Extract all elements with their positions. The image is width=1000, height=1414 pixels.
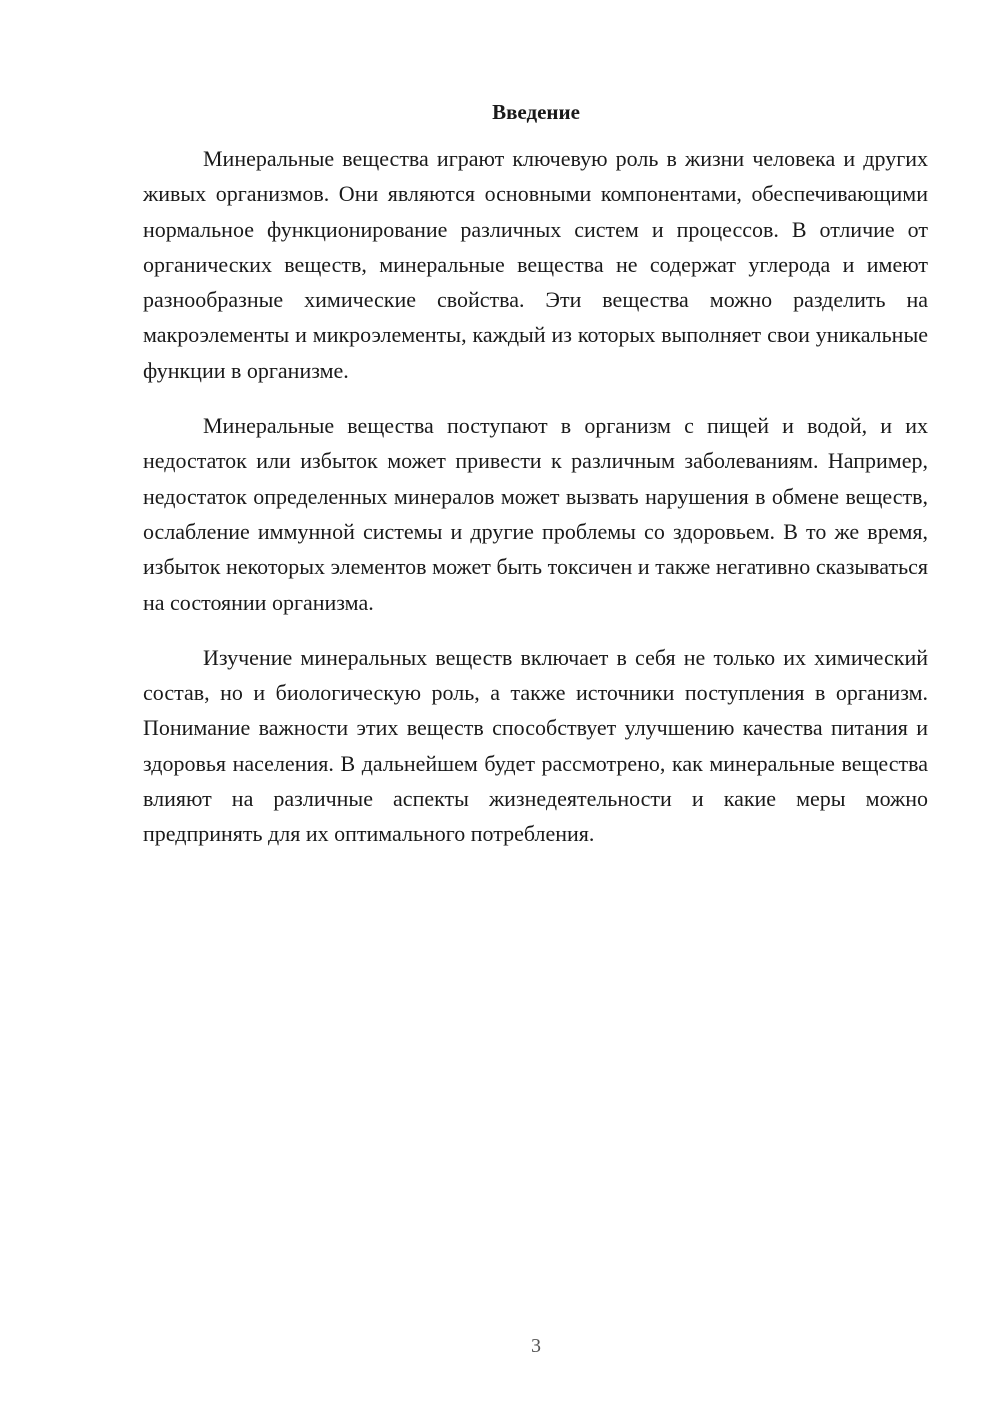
section-title: Введение: [492, 100, 580, 124]
paragraph-1: Минеральные вещества играют ключевую роль в жизни человека и других живых организмов. Они являются основными компонентами, обеспечивающими нормальное функционирование различных систем и процессов. В отличие от органических веществ, минеральные вещества не содержат углерода и имеют разнообразные химические свойства. Эти вещества можно разделить на макроэлементы и микроэлементы, каждый из которых выполняет свои уникальные функции в организме.: [143, 146, 928, 383]
paragraph-3: Изучение минеральных веществ включает в себя не только их химический состав, но и биологическую роль, а также источники поступления в организм. Понимание важности этих веществ способствует улучшению качества питания и здоровья населения. В дальнейшем будет рассмотрено, как минеральные вещества влияют на различные аспекты жизнедеятельности и какие меры можно предпринять для их оптимального потребления.: [143, 644, 928, 847]
paragraph-2: Минеральные вещества поступают в организм с пищей и водой, и их недостаток или избыток может привести к различным заболеваниям. Например, недостаток определенных минералов может вызвать нарушения в обмене веществ, ослабление иммунной системы и другие проблемы со здоровьем. В то же время, избыток некоторых элементов может быть токсичен и также негативно сказываться на состоянии организма.: [143, 413, 928, 615]
page-number: 3: [531, 1335, 541, 1357]
body-text: [143, 141, 928, 872]
